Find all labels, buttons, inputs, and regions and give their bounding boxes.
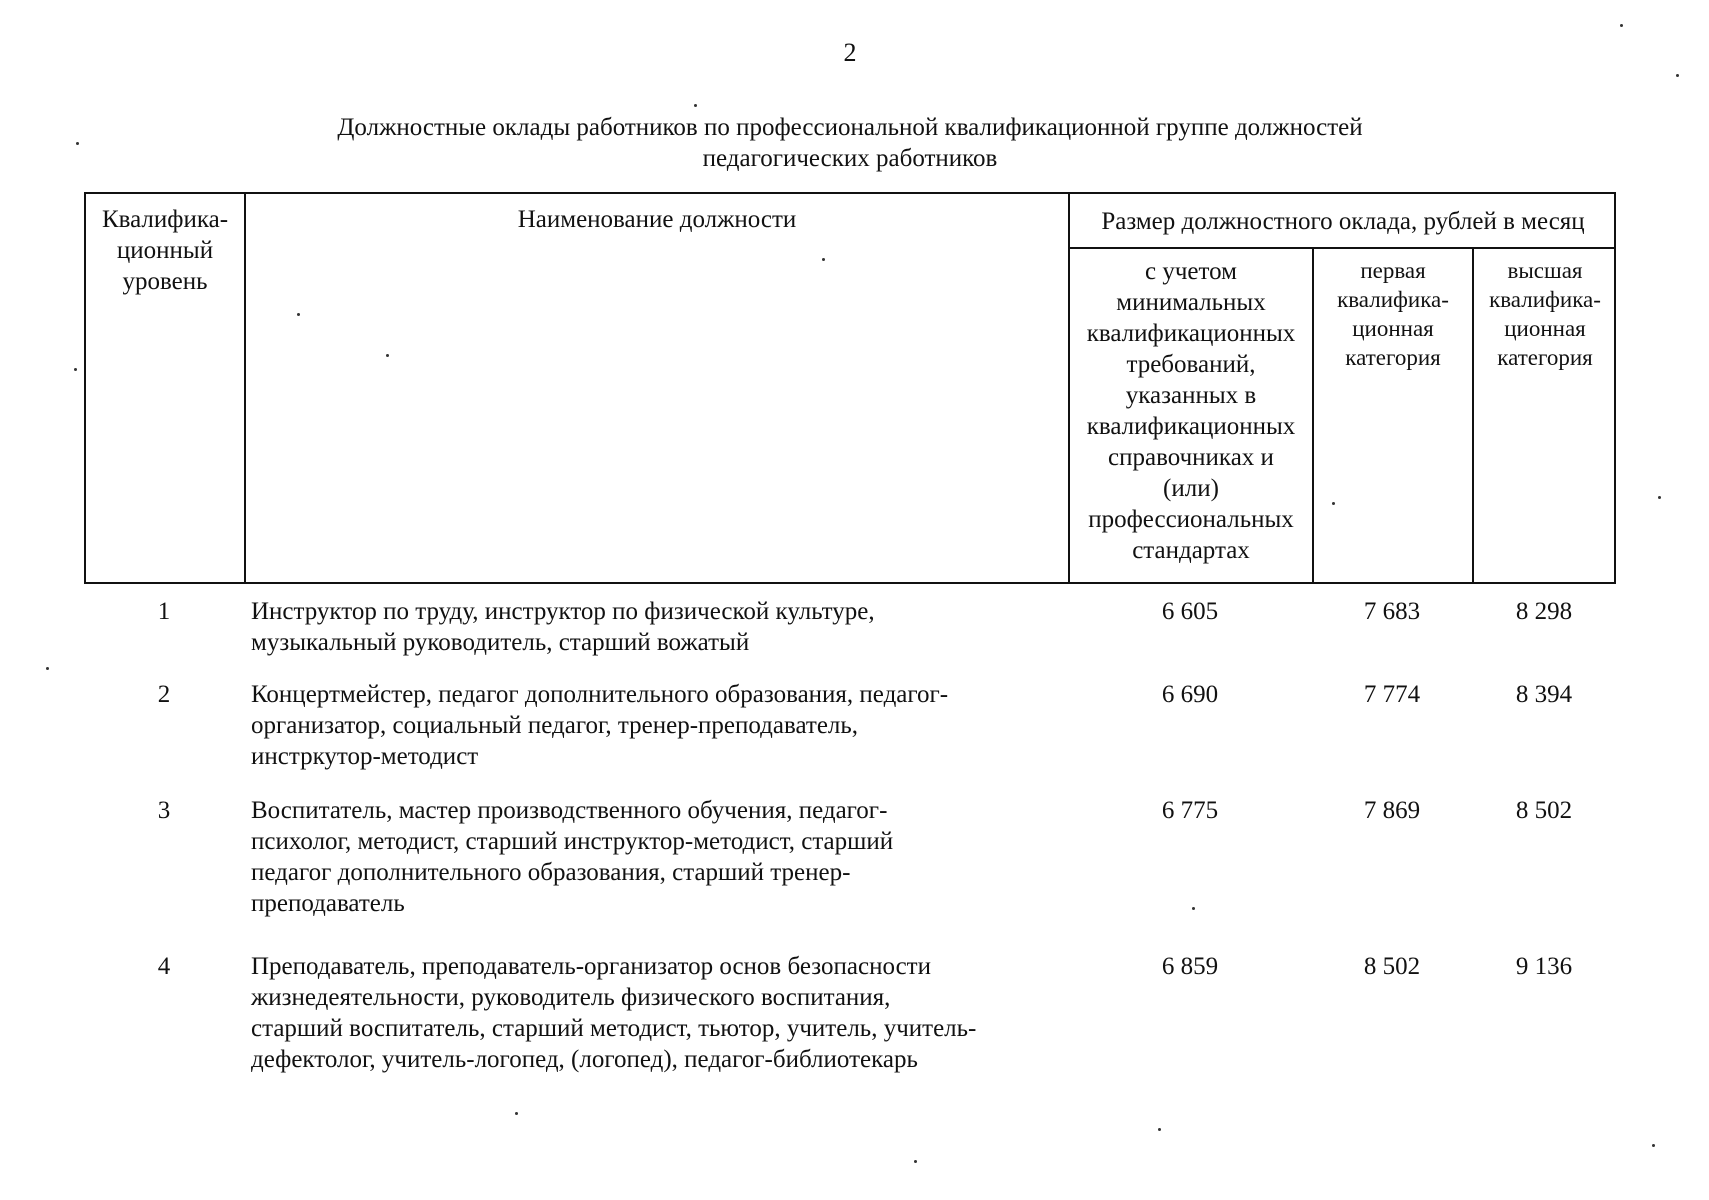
row-name-line: инстркутор-методист [251, 743, 479, 770]
row-base-salary: 6 775 [1161, 797, 1219, 824]
scan-speck [515, 1112, 518, 1115]
header-position: Наименование должности [517, 206, 797, 233]
scan-speck [914, 1160, 917, 1163]
scan-speck [1332, 502, 1335, 505]
row-name-line: музыкальный руководитель, старший вожатый [251, 629, 750, 656]
header-divider [244, 194, 246, 582]
row-level: 2 [157, 681, 171, 708]
row-position-name [251, 795, 1071, 919]
scan-speck [386, 354, 389, 357]
header-highest-category [1474, 256, 1616, 372]
row-name-line: жизнедеятельности, руководитель физического воспитания, [251, 984, 891, 1011]
title-line-1: Должностные оклады работников по профессиональной квалификационной группе должностей [337, 114, 1363, 141]
header-level [86, 204, 244, 297]
scan-speck [297, 313, 300, 316]
header-min-line: минимальных [1116, 289, 1266, 316]
row-name-line: Инструктор по труду, инструктор по физической культуре, [251, 598, 875, 625]
header-min-line: с учетом [1145, 258, 1237, 285]
row-name-line: преподаватель [251, 890, 405, 917]
header-divider [1068, 247, 1614, 249]
header-min-line: профессиональных [1088, 506, 1294, 533]
document-title [84, 112, 1616, 174]
header-min-line: указанных в [1125, 382, 1257, 409]
page-number: 2 [843, 38, 857, 67]
scan-speck [822, 258, 825, 261]
header-min-line: стандартах [1132, 537, 1250, 564]
scan-speck [1192, 907, 1195, 910]
row-level: 4 [157, 953, 171, 980]
scan-speck [1652, 1144, 1655, 1147]
scan-speck [1158, 1128, 1161, 1131]
header-highest-line: категория [1497, 345, 1593, 370]
row-name-line: Воспитатель, мастер производственного обучения, педагог- [251, 797, 888, 824]
header-min-line: квалификационных [1086, 413, 1296, 440]
header-highest-line: квалифика- [1489, 287, 1601, 312]
header-first-category [1314, 256, 1472, 372]
row-highest-category-salary: 9 136 [1515, 953, 1573, 980]
row-level: 3 [157, 797, 171, 824]
title-line-2: педагогических работников [702, 145, 998, 172]
header-min-line: требований, [1126, 351, 1256, 378]
header-level-line: ционный [116, 237, 214, 264]
table-header [84, 192, 1616, 584]
scan-speck [694, 104, 697, 107]
row-name-line: Преподаватель, преподаватель-организатор основ безопасности [251, 953, 931, 980]
scan-speck [74, 368, 77, 371]
row-position-name [251, 679, 1071, 772]
row-highest-category-salary: 8 502 [1515, 797, 1573, 824]
header-first-line: квалифика- [1337, 287, 1449, 312]
row-name-line: старший воспитатель, старший методист, тьютор, учитель, учитель- [251, 1015, 977, 1042]
header-salary-group: Размер должностного оклада, рублей в месяц [1101, 208, 1585, 235]
row-first-category-salary: 7 683 [1363, 598, 1421, 625]
row-highest-category-salary: 8 394 [1515, 681, 1573, 708]
header-highest-line: высшая [1507, 258, 1583, 283]
row-position-name [251, 596, 1071, 658]
scan-speck [1676, 74, 1679, 77]
scan-speck [76, 142, 79, 145]
header-min-requirements [1070, 256, 1312, 566]
row-name-line: психолог, методист, старший инструктор-методист, старший [251, 828, 894, 855]
scan-speck [46, 667, 49, 670]
row-base-salary: 6 859 [1161, 953, 1219, 980]
header-level-line: Квалифика- [101, 206, 229, 233]
row-name-line: педагог дополнительного образования, старший тренер- [251, 859, 851, 886]
row-name-line: Концертмейстер, педагог дополнительного образования, педагог- [251, 681, 949, 708]
scan-speck [1620, 24, 1623, 27]
row-first-category-salary: 8 502 [1363, 953, 1421, 980]
scan-speck [1658, 496, 1661, 499]
row-first-category-salary: 7 774 [1363, 681, 1421, 708]
row-position-name [251, 951, 1071, 1075]
header-min-line: (или) [1163, 475, 1219, 502]
header-highest-line: ционная [1504, 316, 1586, 341]
row-first-category-salary: 7 869 [1363, 797, 1421, 824]
row-name-line: организатор, социальный педагог, тренер-преподаватель, [251, 712, 859, 739]
row-name-line: дефектолог, учитель-логопед, (логопед), педагог-библиотекарь [251, 1046, 918, 1073]
row-level: 1 [157, 598, 171, 625]
header-min-line: квалификационных [1086, 320, 1296, 347]
row-highest-category-salary: 8 298 [1515, 598, 1573, 625]
header-level-line: уровень [122, 268, 208, 295]
row-base-salary: 6 690 [1161, 681, 1219, 708]
header-first-line: категория [1345, 345, 1441, 370]
header-first-line: ционная [1352, 316, 1434, 341]
header-first-line: первая [1360, 258, 1426, 283]
row-base-salary: 6 605 [1161, 598, 1219, 625]
header-min-line: справочниках и [1108, 444, 1274, 471]
